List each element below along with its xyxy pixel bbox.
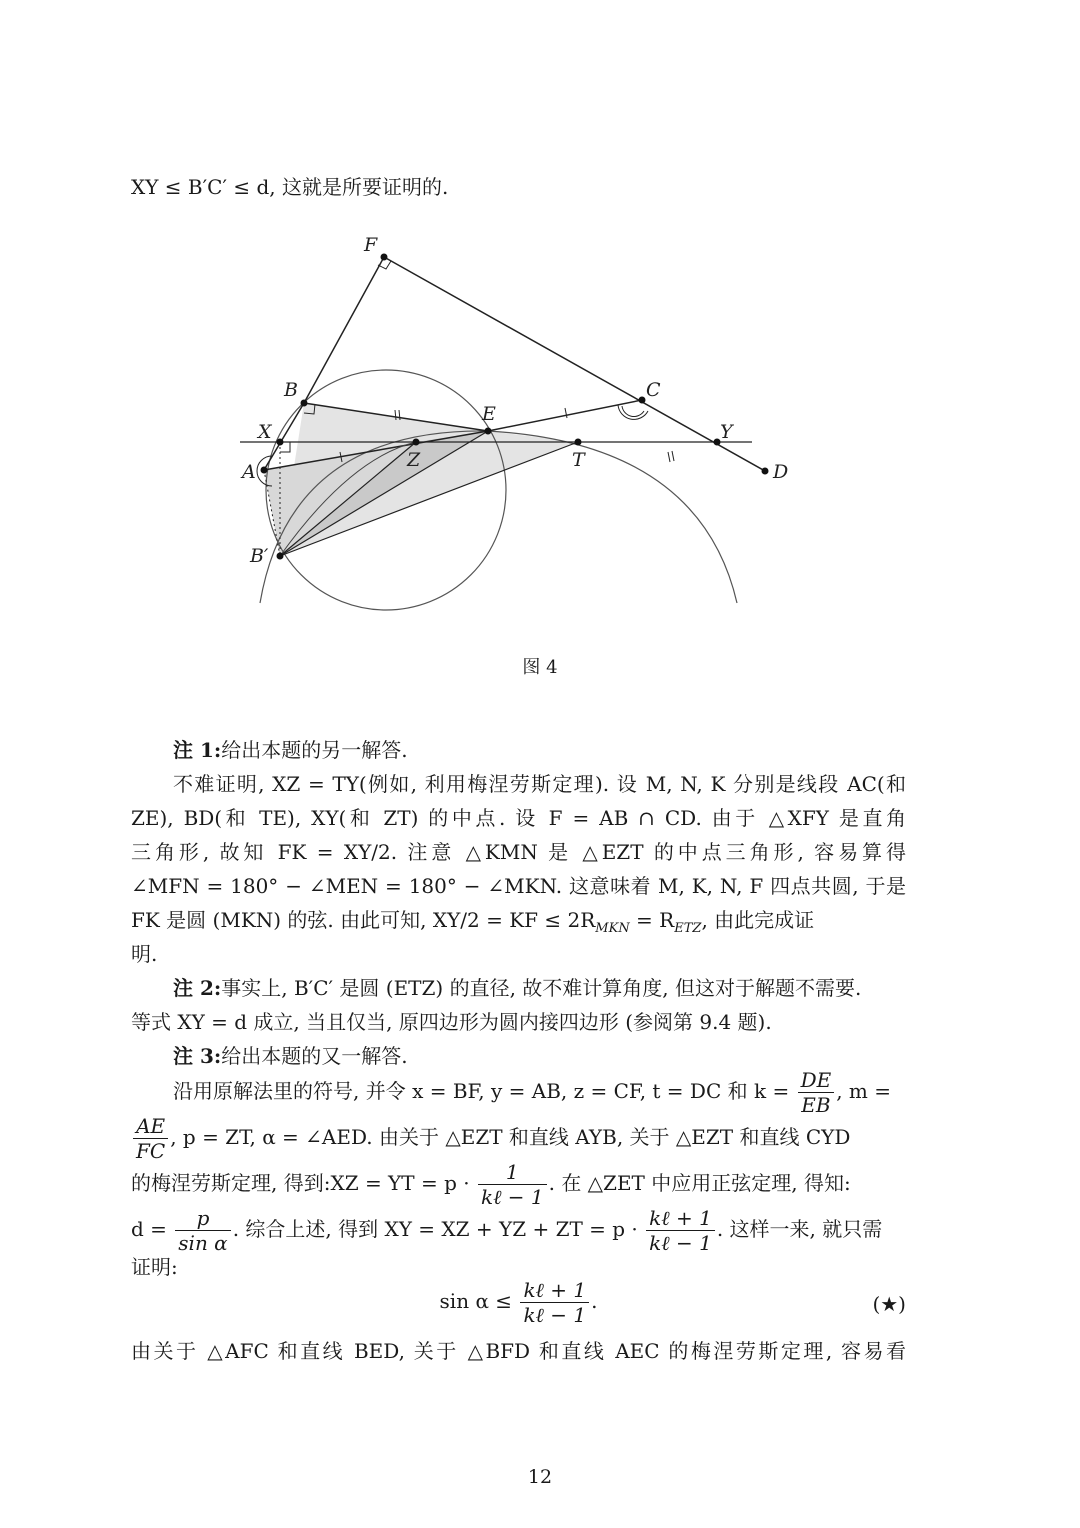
note2-line-2: 等式 XY = d 成立, 当且仅当, 原四边形为圆内接四边形 (参阅第 9.4 题). bbox=[131, 1010, 772, 1034]
fraction-p-sin: $\frac{p}{\text{sin α}}$ bbox=[175, 1206, 230, 1255]
fraction-ae-fc: $\frac{AE}{FC}$ bbox=[133, 1114, 168, 1163]
note1-line-4: ∠MFN = 180° − ∠MEN = 180° − ∠MKN. 这意味着 M, K, N, F 四点共圆, 于是 bbox=[131, 874, 906, 898]
label-C: C bbox=[646, 379, 661, 401]
label-A: A bbox=[242, 461, 256, 483]
note1-heading-line bbox=[173, 735, 906, 765]
note1-line-2: ZE), BD(和 TE), XY(和 ZT) 的中点. 设 F = AB ∩ CD. 由于 △XFY 是直角 bbox=[131, 806, 906, 830]
label-T: T bbox=[572, 449, 585, 471]
fraction-1-kl: $\frac{1}{\text{kℓ − 1}}$ bbox=[478, 1160, 547, 1209]
note1-line-5: FK 是圆 (MKN) 的弦. 由此可知, XY/2 = KF ≤ $2R_{MKN} = R_{ETZ}$, 由此完成证 bbox=[131, 908, 815, 936]
display-equation: sin α ≤ $\frac{\text{kℓ + 1}}{\text{kℓ − 1}}$ . bbox=[439, 1278, 598, 1327]
note3-heading-line: 注 3:给出本题的又一解答. bbox=[173, 1044, 408, 1068]
note1-intro: 给出本题的另一解答. bbox=[221, 738, 408, 762]
note1-line-3: 三角形, 故知 FK = XY/2. 注意 △KMN 是 △EZT 的中点三角形, 容易算得 bbox=[131, 840, 906, 864]
figure-caption: 图 4 bbox=[522, 657, 558, 678]
note1-heading: 注 1: bbox=[173, 738, 222, 762]
label-X: X bbox=[258, 421, 272, 443]
note3-heading: 注 3: bbox=[173, 1044, 222, 1068]
label-D: D bbox=[773, 461, 789, 483]
label-Y: Y bbox=[720, 421, 733, 443]
label-B: B bbox=[284, 379, 298, 401]
label-Z: Z bbox=[407, 449, 421, 471]
top-line: XY ≤ B′C′ ≤ d, 这就是所要证明的. bbox=[131, 175, 449, 199]
fraction-kl-plus: $\frac{\text{kℓ + 1}}{\text{kℓ − 1}}$ bbox=[646, 1206, 715, 1255]
geometry-figure bbox=[230, 228, 790, 613]
note3-line-3: 的梅涅劳斯定理, 得到:XZ = YT = p · $\frac{1}{\text{kℓ − 1}}$ . 在 △ZET 中应用正弦定理, 得知: bbox=[131, 1160, 851, 1209]
sub-etz: ETZ bbox=[674, 921, 702, 936]
fraction-de-eb: $\frac{DE}{EB}$ bbox=[798, 1068, 835, 1117]
note1-line-1: 不难证明, XZ = TY(例如, 利用梅涅劳斯定理). 设 M, N, K 分别是线段 AC(和 bbox=[173, 772, 906, 796]
note2-heading: 注 2: bbox=[173, 976, 222, 1000]
label-E: E bbox=[482, 403, 496, 425]
note3-line-2: $\frac{AE}{FC}$ , p = ZT, α = ∠AED. 由关于 △EZT 和直线 AYB, 关于 △EZT 和直线 CYD bbox=[131, 1114, 906, 1163]
note1-line-6: 明. bbox=[131, 942, 158, 966]
note3-last-line: 由关于 △AFC 和直线 BED, 关于 △BFD 和直线 AEC 的梅涅劳斯定理, 容易看 bbox=[131, 1339, 906, 1363]
label-F: F bbox=[364, 234, 378, 256]
note3-line-1: 沿用原解法里的符号, 并令 x = BF, y = AB, z = CF, t = DC 和 k = $\frac{DE}{EB}$ , m = bbox=[173, 1068, 892, 1117]
equation-tag: (★) bbox=[872, 1292, 906, 1316]
fraction-equation: $\frac{\text{kℓ + 1}}{\text{kℓ − 1}}$ bbox=[520, 1278, 589, 1327]
page-number: 12 bbox=[527, 1466, 553, 1488]
note2-line-1: 注 2:事实上, B′C′ 是圆 (ETZ) 的直径, 故不难计算角度, 但这对于解题不需要. bbox=[173, 976, 862, 1000]
note3-line-5: 证明: bbox=[131, 1255, 178, 1279]
label-B-prime: B′ bbox=[250, 545, 269, 567]
sub-mkn: MKN bbox=[595, 921, 630, 936]
note3-line-4: d = $\frac{p}{\text{sin α}}$ . 综合上述, 得到 XY = XZ + YZ + ZT = p · $\frac{\text{kℓ + 1}}{\text{kℓ − 1}}$ . 这样一来, 就只需 bbox=[131, 1206, 883, 1255]
